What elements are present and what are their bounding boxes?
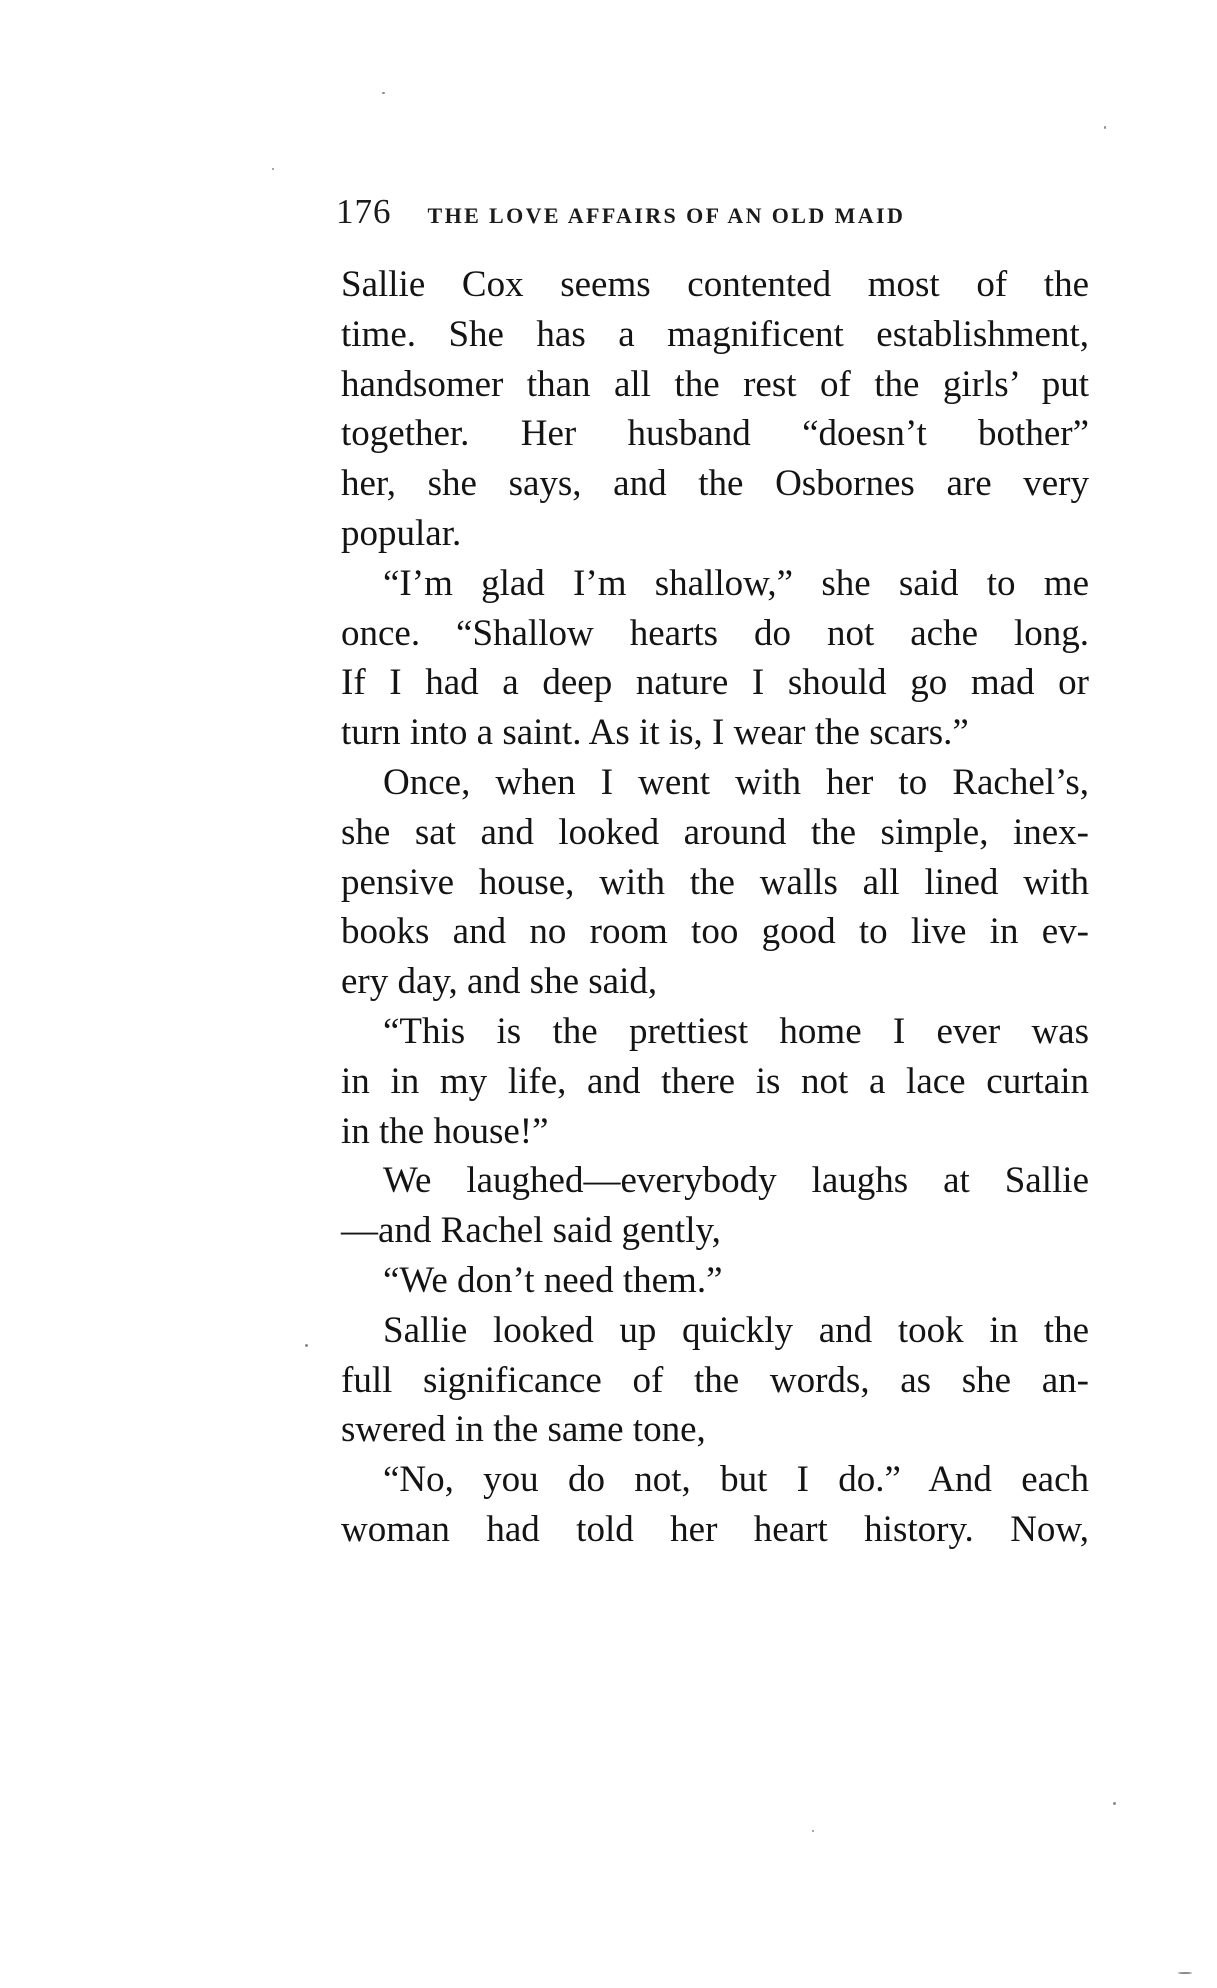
- text-line: Sallie looked up quickly and took in the: [383, 1309, 1089, 1351]
- text-line: turn into a saint. As it is, I wear the scars.”: [341, 712, 969, 754]
- text-line: “We don’t need them.”: [383, 1259, 723, 1301]
- text-line: Sallie Cox seems contented most of the: [341, 264, 1089, 305]
- scan-speck: [382, 92, 385, 94]
- running-title: THE LOVE AFFAIRS OF AN OLD MAID: [427, 203, 906, 228]
- scan-speck: [1104, 126, 1106, 129]
- text-line: in in my life, and there is not a lace curtain: [341, 1060, 1089, 1102]
- text-line: her, she says, and the Osbornes are very: [341, 463, 1089, 505]
- text-line: woman had told her heart history. Now,: [341, 1508, 1089, 1550]
- text-line: pensive house, with the walls all lined with: [341, 861, 1089, 903]
- scan-speck: [305, 1344, 308, 1347]
- scan-speck: [1113, 1802, 1116, 1805]
- page-number: 176: [336, 192, 392, 231]
- text-line: popular.: [341, 512, 462, 554]
- text-line: handsomer than all the rest of the girls’ put: [341, 363, 1089, 405]
- text-line: We laughed—everybody laughs at Sallie: [383, 1160, 1089, 1202]
- body-text: [341, 260, 1089, 1555]
- text-line: swered in the same tone,: [341, 1409, 706, 1451]
- text-line: time. She has a magnificent establishment,: [341, 313, 1089, 355]
- text-line: “I’m glad I’m shallow,” she said to me: [383, 562, 1089, 604]
- text-line: “This is the prettiest home I ever was: [383, 1010, 1089, 1052]
- scan-speck: [1178, 1972, 1192, 1974]
- text-line: —and Rachel said gently,: [341, 1210, 721, 1252]
- scan-speck: [812, 1830, 814, 1832]
- text-line: If I had a deep nature I should go mad or: [341, 662, 1089, 704]
- text-line: full significance of the words, as she an-: [341, 1359, 1089, 1401]
- running-head: [336, 192, 1096, 232]
- scan-speck: [272, 168, 274, 170]
- text-line: in the house!”: [341, 1110, 549, 1152]
- text-line: once. “Shallow hearts do not ache long.: [341, 612, 1089, 654]
- text-line: she sat and looked around the simple, inex-: [341, 811, 1089, 853]
- text-line: books and no room too good to live in ev-: [341, 911, 1089, 953]
- text-line: Once, when I went with her to Rachel’s,: [383, 761, 1089, 803]
- text-line: “No, you do not, but I do.” And each: [383, 1459, 1089, 1501]
- text-line: together. Her husband “doesn’t bother”: [341, 413, 1089, 455]
- text-line: ery day, and she said,: [341, 961, 658, 1003]
